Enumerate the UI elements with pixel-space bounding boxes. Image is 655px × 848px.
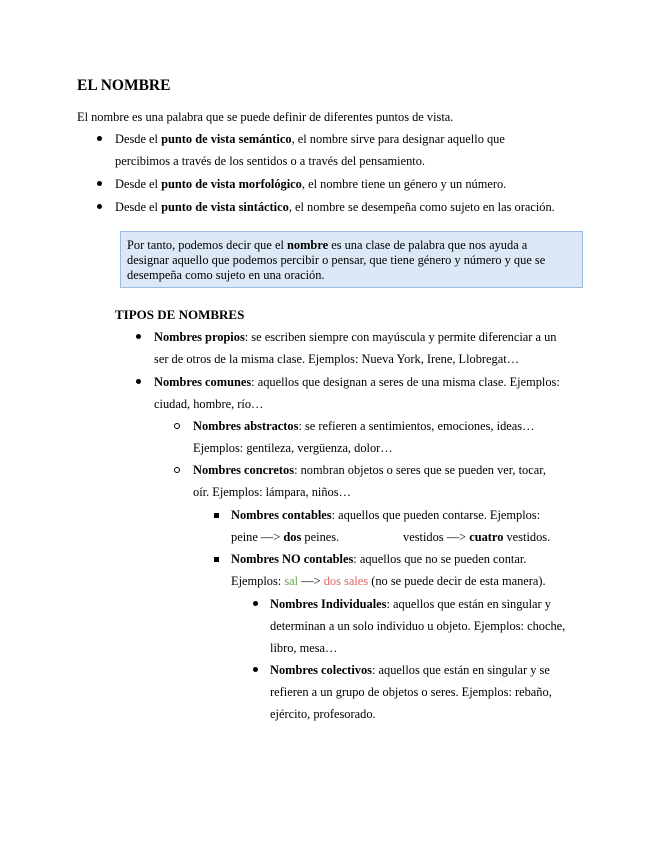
- bold-text: punto de vista sintáctico: [161, 200, 289, 214]
- list-item-propios-cont: ser de otros de la misma clase. Ejemplos: Nueva York, Irene, Llobregat…: [154, 352, 520, 366]
- list-item-no-contables: [231, 551, 526, 567]
- section-title: TIPOS DE NOMBRES: [115, 307, 245, 322]
- bullet-square-icon: [214, 513, 219, 518]
- bullet-disc-icon: [97, 181, 102, 186]
- text: Desde el: [115, 177, 162, 191]
- text: : aquellos que están en singular y se: [371, 663, 550, 677]
- text: vestidos.: [503, 530, 551, 544]
- text: es una clase de palabra que nos ayuda a: [328, 238, 528, 252]
- bullet-disc-icon: [253, 601, 258, 606]
- list-item-morphological: [115, 176, 506, 192]
- list-item-comunes: [154, 374, 560, 390]
- page-title: EL NOMBRE: [77, 77, 171, 94]
- list-item-comunes-cont: ciudad, hombre, río…: [154, 397, 264, 411]
- list-item-concretos-cont: oír. Ejemplos: lámpara, niños…: [193, 485, 351, 499]
- bold-text: Nombres Individuales: [270, 597, 387, 611]
- colectivos-cont-1: refieren a un grupo de objetos o seres. Ejemplos: rebaño,: [270, 685, 552, 699]
- text: , el nombre tiene un género y un número.: [301, 177, 507, 191]
- contables-example-1: [231, 529, 339, 545]
- list-item-contables: [231, 507, 540, 523]
- text: : aquellos que están en singular y: [386, 597, 551, 611]
- bold-text: Nombres colectivos: [270, 663, 372, 677]
- text: peine —>: [231, 530, 284, 544]
- summary-line-2: designar aquello que podemos percibir o pensar, que tiene género y número y que se: [127, 253, 546, 267]
- bullet-disc-icon: [97, 136, 102, 141]
- text: : se refieren a sentimientos, emociones, ideas…: [298, 419, 535, 433]
- bold-text: Nombres comunes: [154, 375, 252, 389]
- text: Desde el: [115, 132, 162, 146]
- list-item-concretos: [193, 462, 546, 478]
- list-item-propios: [154, 329, 556, 345]
- bold-text: Nombres abstractos: [193, 419, 299, 433]
- bold-text: Nombres propios: [154, 330, 245, 344]
- bold-text: dos: [283, 530, 302, 544]
- text: Desde el: [115, 200, 162, 214]
- list-item-semantic: [115, 131, 505, 147]
- bullet-disc-icon: [136, 379, 141, 384]
- list-item-abstractos-cont: Ejemplos: gentileza, vergüenza, dolor…: [193, 441, 393, 455]
- contables-example-2: [403, 529, 550, 545]
- list-item-semantic-cont: percibimos a través de los sentidos o a través del pensamiento.: [115, 154, 426, 168]
- bold-text: nombre: [287, 238, 329, 252]
- text: , el nombre sirve para designar aquello que: [291, 132, 505, 146]
- text: —>: [298, 574, 324, 588]
- text: : nombran objetos o seres que se pueden ver, tocar,: [294, 463, 546, 477]
- bold-text: Nombres concretos: [193, 463, 295, 477]
- text: : aquellos que no se pueden contar.: [353, 552, 527, 566]
- text: Ejemplos:: [231, 574, 285, 588]
- bold-text: cuatro: [469, 530, 504, 544]
- summary-line-3: desempeña como sujeto en una oración.: [127, 268, 325, 282]
- text: (no se puede decir de esta manera).: [368, 574, 546, 588]
- list-item-colectivos: [270, 662, 550, 678]
- bullet-circle-icon: [174, 467, 180, 473]
- text: : se escriben siempre con mayúscula y permite diferenciar a un: [244, 330, 557, 344]
- text: , el nombre se desempeña como sujeto en las oración.: [288, 200, 555, 214]
- text: peines.: [301, 530, 340, 544]
- intro-paragraph: El nombre es una palabra que se puede definir de diferentes puntos de vista.: [77, 110, 454, 124]
- bullet-disc-icon: [253, 667, 258, 672]
- list-item-abstractos: [193, 418, 534, 434]
- bullet-disc-icon: [136, 334, 141, 339]
- summary-line-1: [127, 237, 527, 253]
- bold-text: Nombres contables: [231, 508, 332, 522]
- bold-text: Nombres NO contables: [231, 552, 354, 566]
- list-item-individuales: [270, 596, 551, 612]
- individuales-cont-2: libro, mesa…: [270, 641, 338, 655]
- individuales-cont-1: determinan a un solo individuo u objeto. Ejemplos: choche,: [270, 619, 566, 633]
- list-item-syntactic: [115, 199, 555, 215]
- green-text: sal: [284, 574, 299, 588]
- text: Por tanto, podemos decir que el: [127, 238, 288, 252]
- text: : aquellos que designan a seres de una misma clase. Ejemplos:: [251, 375, 560, 389]
- bold-text: punto de vista morfológico: [161, 177, 302, 191]
- bullet-square-icon: [214, 557, 219, 562]
- bullet-circle-icon: [174, 423, 180, 429]
- text: vestidos —>: [403, 530, 470, 544]
- red-text: dos sales: [323, 574, 369, 588]
- bullet-disc-icon: [97, 204, 102, 209]
- text: : aquellos que pueden contarse. Ejemplos:: [331, 508, 541, 522]
- colectivos-cont-2: ejército, profesorado.: [270, 707, 376, 721]
- no-contables-example: [231, 573, 546, 589]
- bold-text: punto de vista semántico: [161, 132, 292, 146]
